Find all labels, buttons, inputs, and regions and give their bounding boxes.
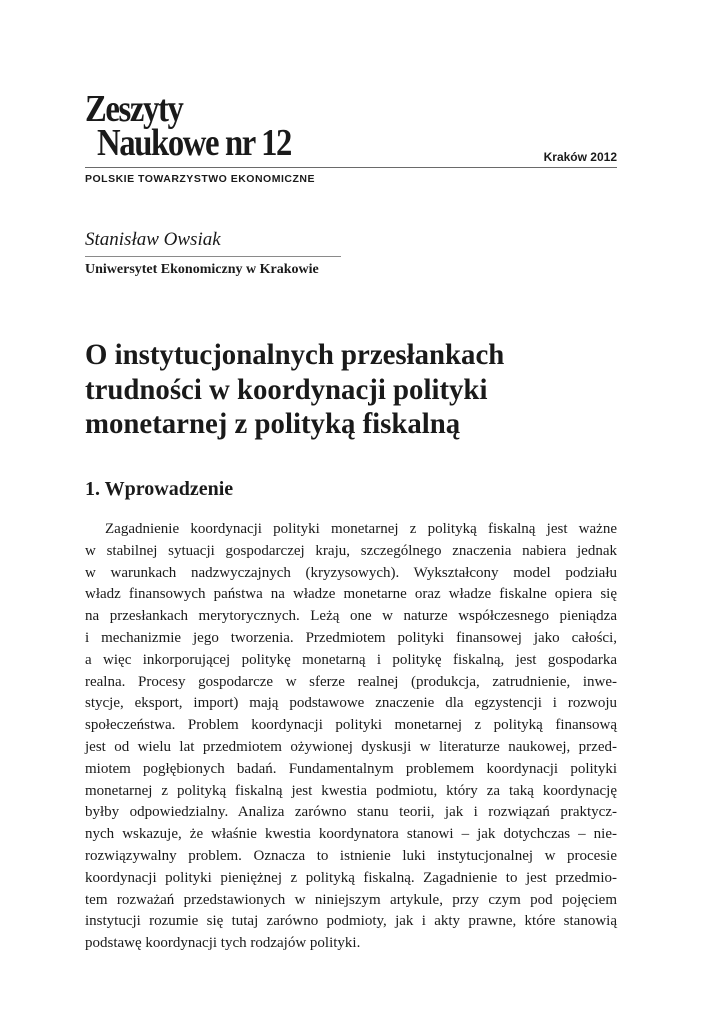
section-heading: 1. Wprowadzenie	[85, 478, 234, 500]
society-name: POLSKIE TOWARZYSTWO EKONOMICZNE	[85, 173, 315, 185]
article-title	[85, 338, 625, 442]
article-title-line: monetarnej z polityką fiskalną	[85, 407, 461, 440]
article-title-line: O instytucjonalnych przesłankach	[85, 338, 505, 371]
paragraph-line: tem rozważań przedstawionych w niniejszym artykule, przy czym pod pojęciem	[85, 891, 617, 908]
paragraph-line: jest od wielu lat przedmiotem ożywionej dyskusji w literaturze naukowej, przed-	[85, 738, 617, 755]
paragraph-line: nych wskazuje, że właśnie kwestia koordynatora stanowi – jak dotychczas – nie-	[85, 826, 617, 843]
masthead-divider	[85, 167, 617, 168]
journal-masthead	[85, 88, 325, 164]
paragraph-line: a więc inkorporującej politykę monetarną i politykę fiskalną, jest gospodarka	[85, 651, 617, 668]
paragraph-line: instytucji rozumie się tutaj zarówno podmioty, jak i akty prawne, które stanowią	[85, 913, 617, 930]
paragraph-line: rozwiązywalny problem. Oznacza to istnienie luki instytucjonalnej w procesie	[85, 847, 617, 864]
place-year: Kraków 2012	[543, 150, 617, 164]
paragraph-line: na przesłankach merytorycznych. Leżą one w naturze współczesnego pieniądza	[85, 608, 617, 625]
article-title-line: trudności w koordynacji polityki	[85, 372, 488, 406]
paragraph-line: podstawę koordynacji tych rodzajów polityki.	[85, 935, 361, 952]
paragraph-line: społeczeństwa. Problem koordynacji polityki monetarnej z polityką finansową	[85, 717, 617, 734]
paragraph-line: Zagadnienie koordynacji polityki monetarnej z polityką fiskalną jest ważne	[105, 521, 617, 537]
paragraph-line: miotem pogłębionych badań. Fundamentalnym problemem koordynacji polityki	[85, 760, 617, 777]
paragraph-line: w stabilnej sytuacji gospodarczej kraju, szczególnego znaczenia nabiera jednak	[85, 542, 617, 559]
author-affiliation: Uniwersytet Ekonomiczny w Krakowie	[85, 262, 319, 277]
author-divider	[85, 256, 341, 257]
paragraph-line: władz finansowych państwa na władze monetarne oraz władze fiskalne opiera się	[85, 586, 617, 603]
journal-title-line-1: Zeszyty	[85, 88, 183, 130]
paragraph-line: w warunkach nadzwyczajnych (kryzysowych). Wykształcony model podziału	[85, 564, 617, 581]
paragraph-line: i mechanizmie jego tworzenia. Przedmiotem polityki finansowej jako całości,	[85, 629, 617, 646]
paragraph-line: koordynacji polityki pieniężnej z polityką fiskalną. Zagadnienie to jest przedmio-	[85, 869, 617, 886]
paragraph-line: monetarnej z polityką fiskalną jest kwestia podmiotu, który za taką koordynację	[85, 782, 617, 799]
author-name: Stanisław Owsiak	[85, 229, 221, 250]
paragraph-line: realna. Procesy gospodarcze w sferze realnej (produkcja, zatrudnienie, inwe-	[85, 673, 617, 690]
paragraph-line: stycje, eksport, import) mają podstawowe znaczenie dla egzystencji i rozwoju	[85, 695, 617, 712]
paragraph-line: byłby odpowiedzialny. Analiza zarówno stanu teorii, jak i rozwiązań praktycz-	[85, 804, 617, 821]
journal-title-line-2: Naukowe nr 12	[97, 122, 292, 164]
body-paragraph	[85, 519, 617, 955]
